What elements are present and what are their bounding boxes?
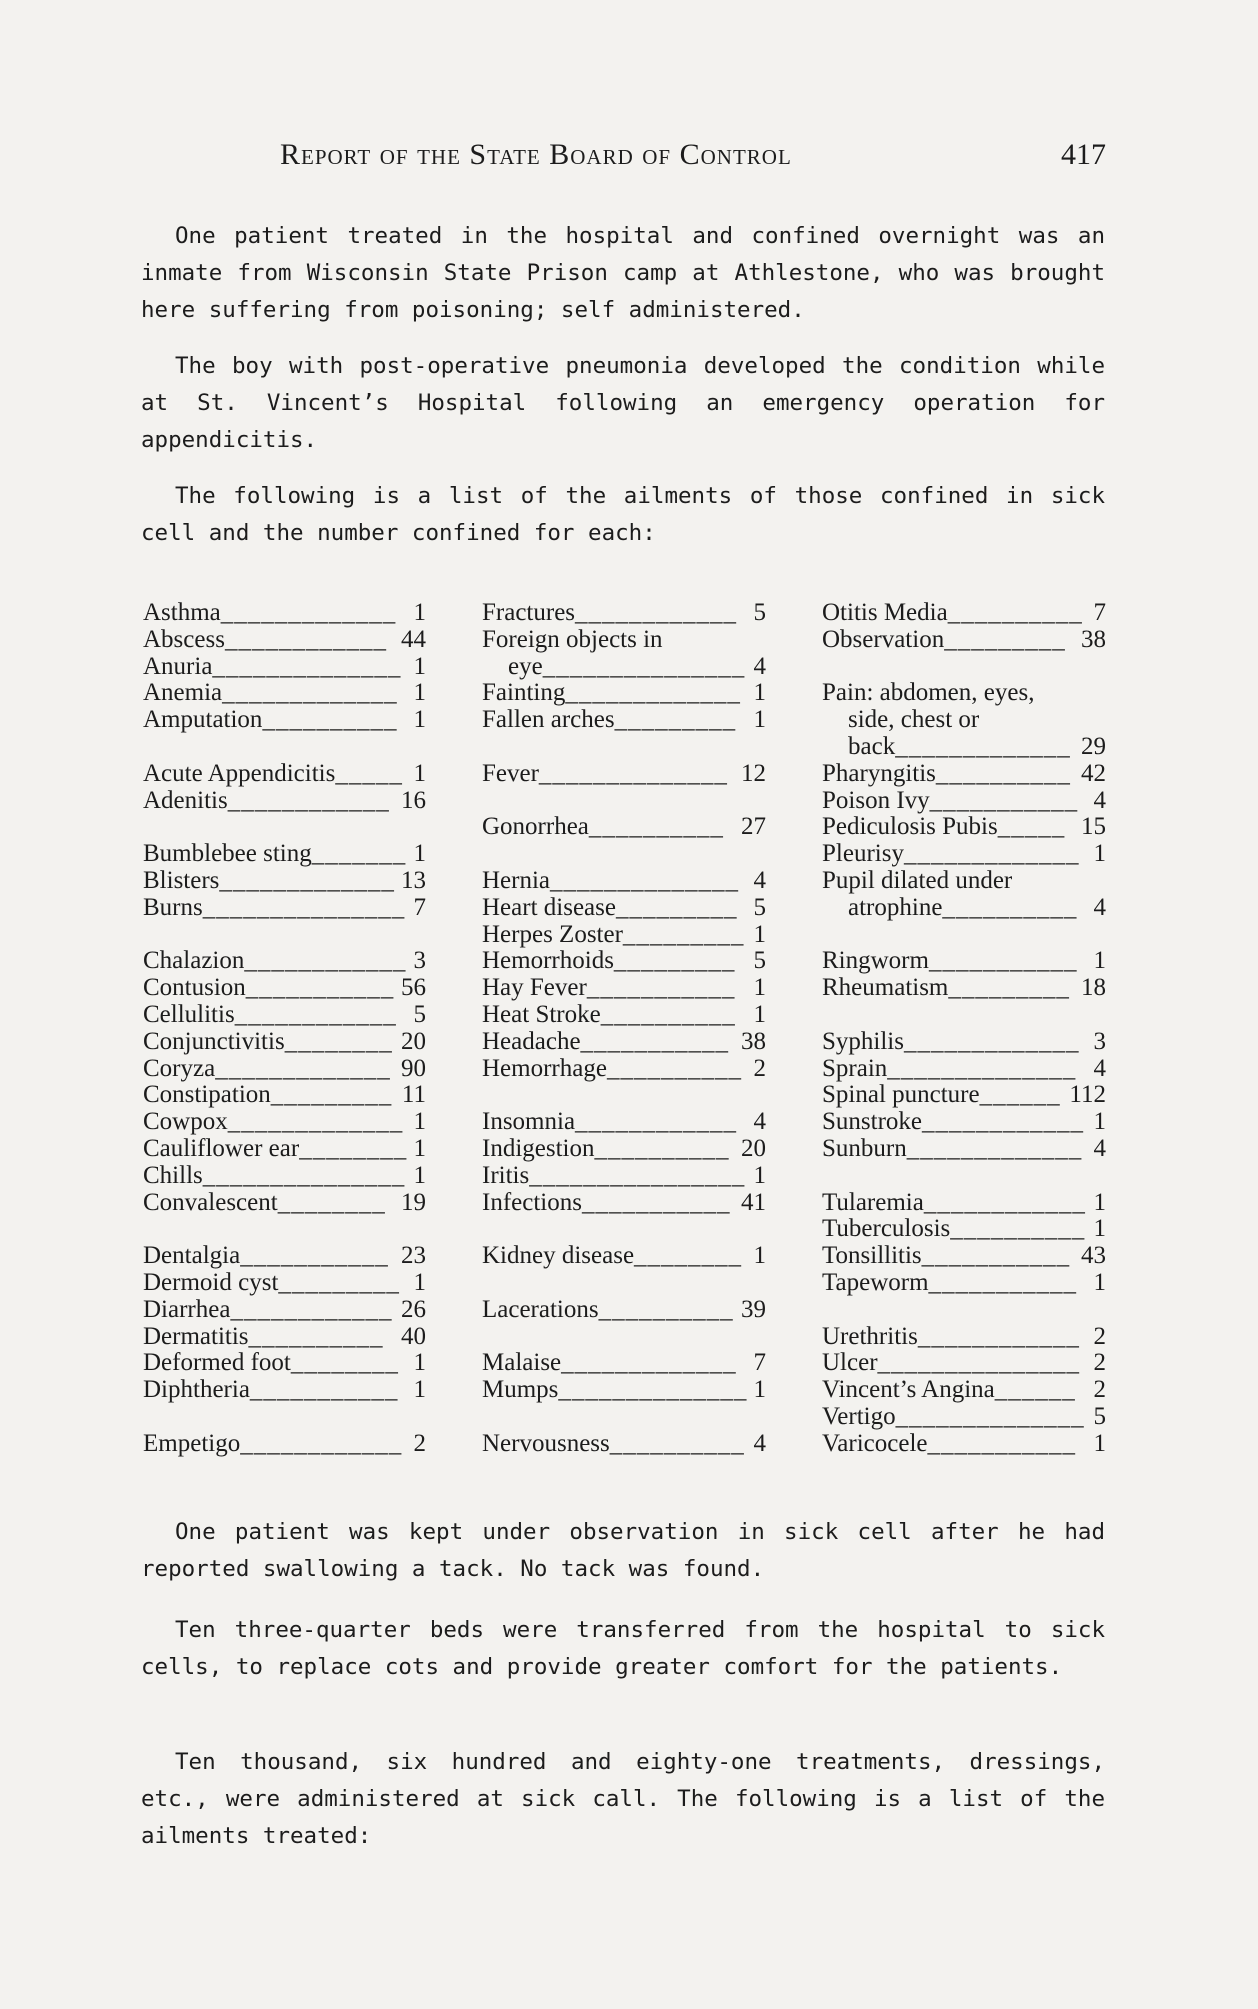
ailment-count: 11 [401, 1081, 426, 1109]
ailment-row [143, 841, 426, 868]
ailment-row [822, 1082, 1106, 1109]
ailment-count: 19 [401, 1188, 426, 1216]
ailment-row [482, 654, 766, 681]
ailment-name: Tuberculosis__________ [822, 1216, 1086, 1243]
ailment-count: 1 [413, 840, 426, 868]
ailment-row [822, 1297, 1106, 1324]
ailment-row [822, 1109, 1106, 1136]
ailment-count: 1 [413, 1376, 426, 1404]
ailment-name: Ulcer_______________ [822, 1350, 1081, 1377]
ailment-row [143, 948, 426, 975]
paragraph-post-operative-pneumonia: The boy with post-operative pneumonia developed the condition while at St. Vincent’s Hospital following an emergency operation for appendicitis. [141, 353, 1105, 453]
ailment-row [482, 1297, 766, 1324]
ailment-row [482, 1216, 766, 1243]
ailment-name: Spinal puncture______ [822, 1082, 1061, 1109]
ailment-row [822, 1216, 1106, 1243]
ailment-row [143, 734, 426, 761]
ailments-column-3 [822, 600, 1106, 1458]
ailment-count: 1 [753, 1376, 766, 1404]
ailment-row [143, 1029, 426, 1056]
ailment-row [482, 975, 766, 1002]
ailment-row [482, 1190, 766, 1217]
ailment-row [822, 1270, 1106, 1297]
ailment-count: 1 [753, 974, 766, 1002]
ailment-row [822, 1243, 1106, 1270]
ailment-name: atrophine__________ [848, 894, 1078, 921]
ailment-name: Heart disease_________ [482, 894, 738, 921]
ailment-name: Blisters_____________ [143, 867, 395, 894]
ailment-count: 4 [753, 652, 766, 680]
paragraph-treatments-count: Ten thousand, six hundred and eighty-one treatments, dressings, etc., were administered at sick call. The following is a list of the ailments treated: [141, 1749, 1105, 1849]
ailment-name: Dermatitis__________ [143, 1323, 384, 1350]
ailment-row [143, 1082, 426, 1109]
ailment-row [482, 1270, 766, 1297]
ailment-row [482, 1002, 766, 1029]
ailment-name: Cellulitis____________ [143, 1001, 397, 1028]
ailment-name: Lacerations__________ [482, 1296, 734, 1323]
ailment-count: 5 [753, 893, 766, 921]
ailment-count: 4 [753, 1108, 766, 1136]
ailment-name: Mumps______________ [482, 1377, 748, 1404]
ailment-row [822, 761, 1106, 788]
ailment-name: Heat Stroke__________ [482, 1001, 736, 1028]
ailment-count: 1 [413, 706, 426, 734]
ailment-count: 1 [413, 652, 426, 680]
ailment-name: Indigestion__________ [482, 1135, 730, 1162]
ailment-name: Hemorrhage__________ [482, 1055, 742, 1082]
ailment-count: 1 [413, 1134, 426, 1162]
ailment-count: 42 [1081, 759, 1106, 787]
ailment-name: side, chest or [848, 707, 980, 734]
ailment-row [143, 868, 426, 895]
ailment-name: Hemorrhoids_________ [482, 948, 736, 975]
ailment-count: 12 [741, 759, 766, 787]
ailment-row [482, 1324, 766, 1351]
ailment-count: 1 [1093, 1429, 1106, 1457]
ailment-row [143, 922, 426, 949]
ailment-row [482, 761, 766, 788]
ailment-row [143, 975, 426, 1002]
ailment-row [143, 895, 426, 922]
ailment-count: 7 [1093, 599, 1106, 626]
ailment-name: Vincent’s Angina______ [822, 1377, 1076, 1404]
ailment-count: 1 [413, 1108, 426, 1136]
ailment-count: 4 [1093, 786, 1106, 814]
ailment-name: Dentalgia___________ [143, 1243, 389, 1270]
ailment-count: 5 [1093, 1402, 1106, 1430]
ailment-name: Chills_______________ [143, 1162, 406, 1189]
ailment-count: 1 [1093, 1268, 1106, 1296]
ailment-row [143, 680, 426, 707]
ailment-row [822, 948, 1106, 975]
ailment-name: Cauliflower ear________ [143, 1135, 408, 1162]
ailment-name: Sprain______________ [822, 1055, 1077, 1082]
ailment-row [822, 1002, 1106, 1029]
ailment-count: 20 [401, 1027, 426, 1055]
ailment-count: 56 [401, 974, 426, 1002]
ailment-name: Kidney disease________ [482, 1243, 743, 1270]
ailment-count: 41 [741, 1188, 766, 1216]
ailment-count: 15 [1081, 813, 1106, 841]
ailment-count: 1 [1093, 947, 1106, 975]
ailment-name: Abscess____________ [143, 626, 387, 653]
ailment-row [143, 1350, 426, 1377]
paragraph-tack-observation: One patient was kept under observation in sick cell after he had reported swallowing a tack. No tack was found. [141, 1519, 1105, 1582]
ailment-name: Acute Appendicitis_____ [143, 760, 403, 787]
ailment-name: back_____________ [848, 733, 1071, 760]
ailment-count: 5 [413, 1000, 426, 1028]
ailment-row [482, 1109, 766, 1136]
ailment-count: 1 [753, 1242, 766, 1270]
ailment-name: Asthma_____________ [143, 600, 397, 626]
ailment-count: 3 [1093, 1027, 1106, 1055]
ailment-name: Rheumatism_________ [822, 975, 1070, 1002]
ailment-name: Sunstroke____________ [822, 1109, 1084, 1136]
ailment-count: 38 [741, 1027, 766, 1055]
ailment-row [482, 707, 766, 734]
ailment-row [822, 707, 1106, 734]
ailments-column-1 [143, 600, 426, 1458]
ailment-row [822, 1324, 1106, 1351]
ailment-row [143, 1216, 426, 1243]
paragraph-ailments-intro: The following is a list of the ailments of those confined in sick cell and the number confined for each: [141, 483, 1105, 546]
ailment-name: Empetigo____________ [143, 1430, 403, 1457]
ailment-name: Diarrhea____________ [143, 1296, 393, 1323]
ailment-name: Foreign objects in [482, 626, 663, 653]
ailment-row [482, 627, 766, 654]
ailment-name: Bumblebee sting_______ [143, 841, 407, 868]
ailment-count: 16 [401, 786, 426, 814]
ailment-name: Fever______________ [482, 760, 728, 787]
ailment-row [143, 761, 426, 788]
ailment-count: 1 [413, 1268, 426, 1296]
ailment-name: Observation_________ [822, 626, 1066, 653]
ailment-name: Pain: abdomen, eyes, [822, 680, 1035, 707]
ailment-count: 3 [413, 947, 426, 975]
ailment-row [482, 841, 766, 868]
ailment-count: 90 [401, 1054, 426, 1082]
ailment-name: Fractures____________ [482, 600, 738, 626]
ailment-row [143, 707, 426, 734]
ailment-name: Diphtheria___________ [143, 1377, 399, 1404]
ailment-row [143, 1056, 426, 1083]
ailment-name: Infections___________ [482, 1189, 731, 1216]
ailment-count: 13 [401, 866, 426, 894]
ailment-row [143, 1163, 426, 1190]
ailment-row [482, 1431, 766, 1458]
ailment-count: 5 [753, 599, 766, 626]
ailment-name: Pupil dilated under [822, 867, 1013, 894]
ailment-name: Poison Ivy___________ [822, 787, 1079, 814]
ailment-name: Fainting_____________ [482, 680, 741, 707]
ailment-row [482, 922, 766, 949]
ailment-row [482, 868, 766, 895]
ailment-count: 7 [413, 893, 426, 921]
ailment-name: Cowpox_____________ [143, 1109, 404, 1136]
ailment-row [143, 654, 426, 681]
ailment-row [822, 1136, 1106, 1163]
ailment-count: 1 [413, 1349, 426, 1377]
ailment-row [143, 1190, 426, 1217]
ailment-count: 29 [1081, 732, 1106, 760]
ailment-count: 20 [741, 1134, 766, 1162]
ailment-name: Pediculosis Pubis_____ [822, 814, 1066, 841]
ailment-name: Conjunctivitis________ [143, 1028, 393, 1055]
ailment-count: 1 [1093, 1188, 1106, 1216]
ailment-name: Coryza_____________ [143, 1055, 391, 1082]
ailment-count: 2 [1093, 1376, 1106, 1404]
ailment-count: 112 [1069, 1081, 1106, 1109]
ailment-row [822, 654, 1106, 681]
ailment-row [143, 1243, 426, 1270]
ailment-row [143, 1136, 426, 1163]
ailment-row [482, 1404, 766, 1431]
ailment-row [143, 1109, 426, 1136]
ailment-name: Hay Fever___________ [482, 975, 736, 1002]
ailment-count: 18 [1081, 974, 1106, 1002]
ailment-row [482, 734, 766, 761]
ailment-count: 1 [413, 759, 426, 787]
ailment-row [822, 1350, 1106, 1377]
ailment-name: Ringworm___________ [822, 948, 1078, 975]
ailment-count: 5 [753, 947, 766, 975]
ailment-row [482, 788, 766, 815]
ailment-name: Vertigo______________ [822, 1403, 1085, 1430]
ailment-row [482, 1029, 766, 1056]
ailment-count: 2 [413, 1429, 426, 1457]
ailment-count: 39 [741, 1295, 766, 1323]
ailment-row [143, 1431, 426, 1458]
running-head: Report of the State Board of Control [280, 138, 792, 171]
ailment-row [143, 814, 426, 841]
ailment-count: 7 [753, 1349, 766, 1377]
ailment-row [822, 627, 1106, 654]
ailment-name: Malaise_____________ [482, 1350, 737, 1377]
ailment-row [822, 600, 1106, 627]
ailment-name: Insomnia____________ [482, 1109, 738, 1136]
ailment-count: 1 [1093, 1108, 1106, 1136]
ailment-count: 40 [401, 1322, 426, 1350]
ailment-count: 2 [1093, 1322, 1106, 1350]
ailment-name: Otitis Media__________ [822, 600, 1083, 626]
ailment-row [143, 1377, 426, 1404]
ailment-count: 1 [753, 1161, 766, 1189]
ailment-count: 1 [413, 1161, 426, 1189]
ailment-row [822, 895, 1106, 922]
ailment-row [822, 1029, 1106, 1056]
ailment-row [482, 1243, 766, 1270]
ailment-name: Constipation_________ [143, 1082, 393, 1109]
ailment-row [143, 1404, 426, 1431]
ailments-column-2 [482, 600, 766, 1458]
ailment-count: 1 [1093, 840, 1106, 868]
ailment-count: 44 [401, 625, 426, 653]
ailment-row [143, 600, 426, 627]
ailment-row [822, 734, 1106, 761]
ailment-row [482, 1082, 766, 1109]
ailment-row [822, 1056, 1106, 1083]
ailment-name: Anemia_____________ [143, 680, 398, 707]
ailment-name: Syphilis_____________ [822, 1028, 1080, 1055]
ailment-row [482, 1350, 766, 1377]
ailment-row [822, 680, 1106, 707]
ailment-count: 1 [413, 599, 426, 626]
ailment-name: Sunburn_____________ [822, 1135, 1083, 1162]
ailment-row [143, 1270, 426, 1297]
ailment-row [822, 922, 1106, 949]
ailment-row [482, 948, 766, 975]
paragraph-beds-transferred: Ten three-quarter beds were transferred from the hospital to sick cells, to replace cots and provide greater comfort for the patients. [141, 1617, 1105, 1680]
ailment-count: 4 [753, 866, 766, 894]
ailment-name: Urethritis____________ [822, 1323, 1080, 1350]
ailment-count: 2 [1093, 1349, 1106, 1377]
ailment-name: Hernia______________ [482, 867, 740, 894]
ailment-row [143, 627, 426, 654]
ailment-row [143, 1297, 426, 1324]
ailment-count: 4 [1093, 893, 1106, 921]
ailment-name: Convalescent________ [143, 1189, 386, 1216]
ailment-name: Headache___________ [482, 1028, 730, 1055]
ailment-row [822, 868, 1106, 895]
ailment-row [822, 1404, 1106, 1431]
ailment-row [822, 1190, 1106, 1217]
ailment-name: Nervousness__________ [482, 1430, 745, 1457]
ailment-row [822, 814, 1106, 841]
ailment-count: 27 [741, 813, 766, 841]
page-header [280, 138, 1106, 178]
paragraph-inmate-poisoning: One patient treated in the hospital and confined overnight was an inmate from Wisconsin State Prison camp at Athlestone, who was brought here suffering from poisoning; self administered. [141, 223, 1105, 323]
ailment-name: Tularemia____________ [822, 1189, 1086, 1216]
ailment-row [482, 814, 766, 841]
ailment-row [822, 1163, 1106, 1190]
ailment-row [482, 895, 766, 922]
ailment-count: 43 [1081, 1242, 1106, 1270]
ailment-name: Varicocele___________ [822, 1430, 1076, 1457]
ailment-name: Tonsillitis___________ [822, 1243, 1071, 1270]
ailment-name: Fallen arches_________ [482, 707, 737, 734]
ailment-row [822, 841, 1106, 868]
ailment-row [482, 1056, 766, 1083]
ailment-row [482, 1377, 766, 1404]
ailment-name: Pleurisy_____________ [822, 841, 1080, 868]
ailment-name: Anuria______________ [143, 653, 402, 680]
ailment-name: Dermoid cyst_________ [143, 1269, 400, 1296]
ailment-count: 1 [753, 679, 766, 707]
ailment-row [143, 1324, 426, 1351]
ailment-name: Tapeworm___________ [822, 1269, 1078, 1296]
ailment-count: 4 [1093, 1134, 1106, 1162]
ailment-row [482, 680, 766, 707]
ailment-name: Amputation__________ [143, 707, 398, 734]
ailment-count: 1 [753, 1000, 766, 1028]
ailment-count: 2 [753, 1054, 766, 1082]
ailment-name: Adenitis____________ [143, 787, 390, 814]
ailment-name: Contusion___________ [143, 975, 395, 1002]
ailment-name: Gonorrhea__________ [482, 814, 724, 841]
ailment-row [822, 1431, 1106, 1458]
ailment-count: 26 [401, 1295, 426, 1323]
ailment-count: 1 [1093, 1215, 1106, 1243]
ailment-count: 1 [753, 920, 766, 948]
ailment-count: 4 [1093, 1054, 1106, 1082]
ailment-count: 1 [753, 706, 766, 734]
ailment-name: Burns_______________ [143, 894, 406, 921]
ailment-name: Iritis________________ [482, 1162, 746, 1189]
ailment-count: 1 [413, 679, 426, 707]
ailment-row [482, 1163, 766, 1190]
ailment-name: eye_______________ [508, 653, 746, 680]
ailment-row [143, 788, 426, 815]
ailment-row [822, 788, 1106, 815]
ailment-count: 38 [1081, 625, 1106, 653]
ailment-row [143, 1002, 426, 1029]
ailment-name: Deformed foot________ [143, 1350, 399, 1377]
ailment-count: 4 [753, 1429, 766, 1457]
ailment-row [482, 600, 766, 627]
ailment-row [822, 1377, 1106, 1404]
page-number: 417 [1061, 138, 1106, 171]
ailment-row [482, 1136, 766, 1163]
ailment-row [822, 975, 1106, 1002]
ailment-name: Chalazion____________ [143, 948, 407, 975]
ailment-name: Herpes Zoster_________ [482, 921, 745, 948]
ailment-name: Pharyngitis__________ [822, 760, 1071, 787]
ailment-count: 23 [401, 1242, 426, 1270]
